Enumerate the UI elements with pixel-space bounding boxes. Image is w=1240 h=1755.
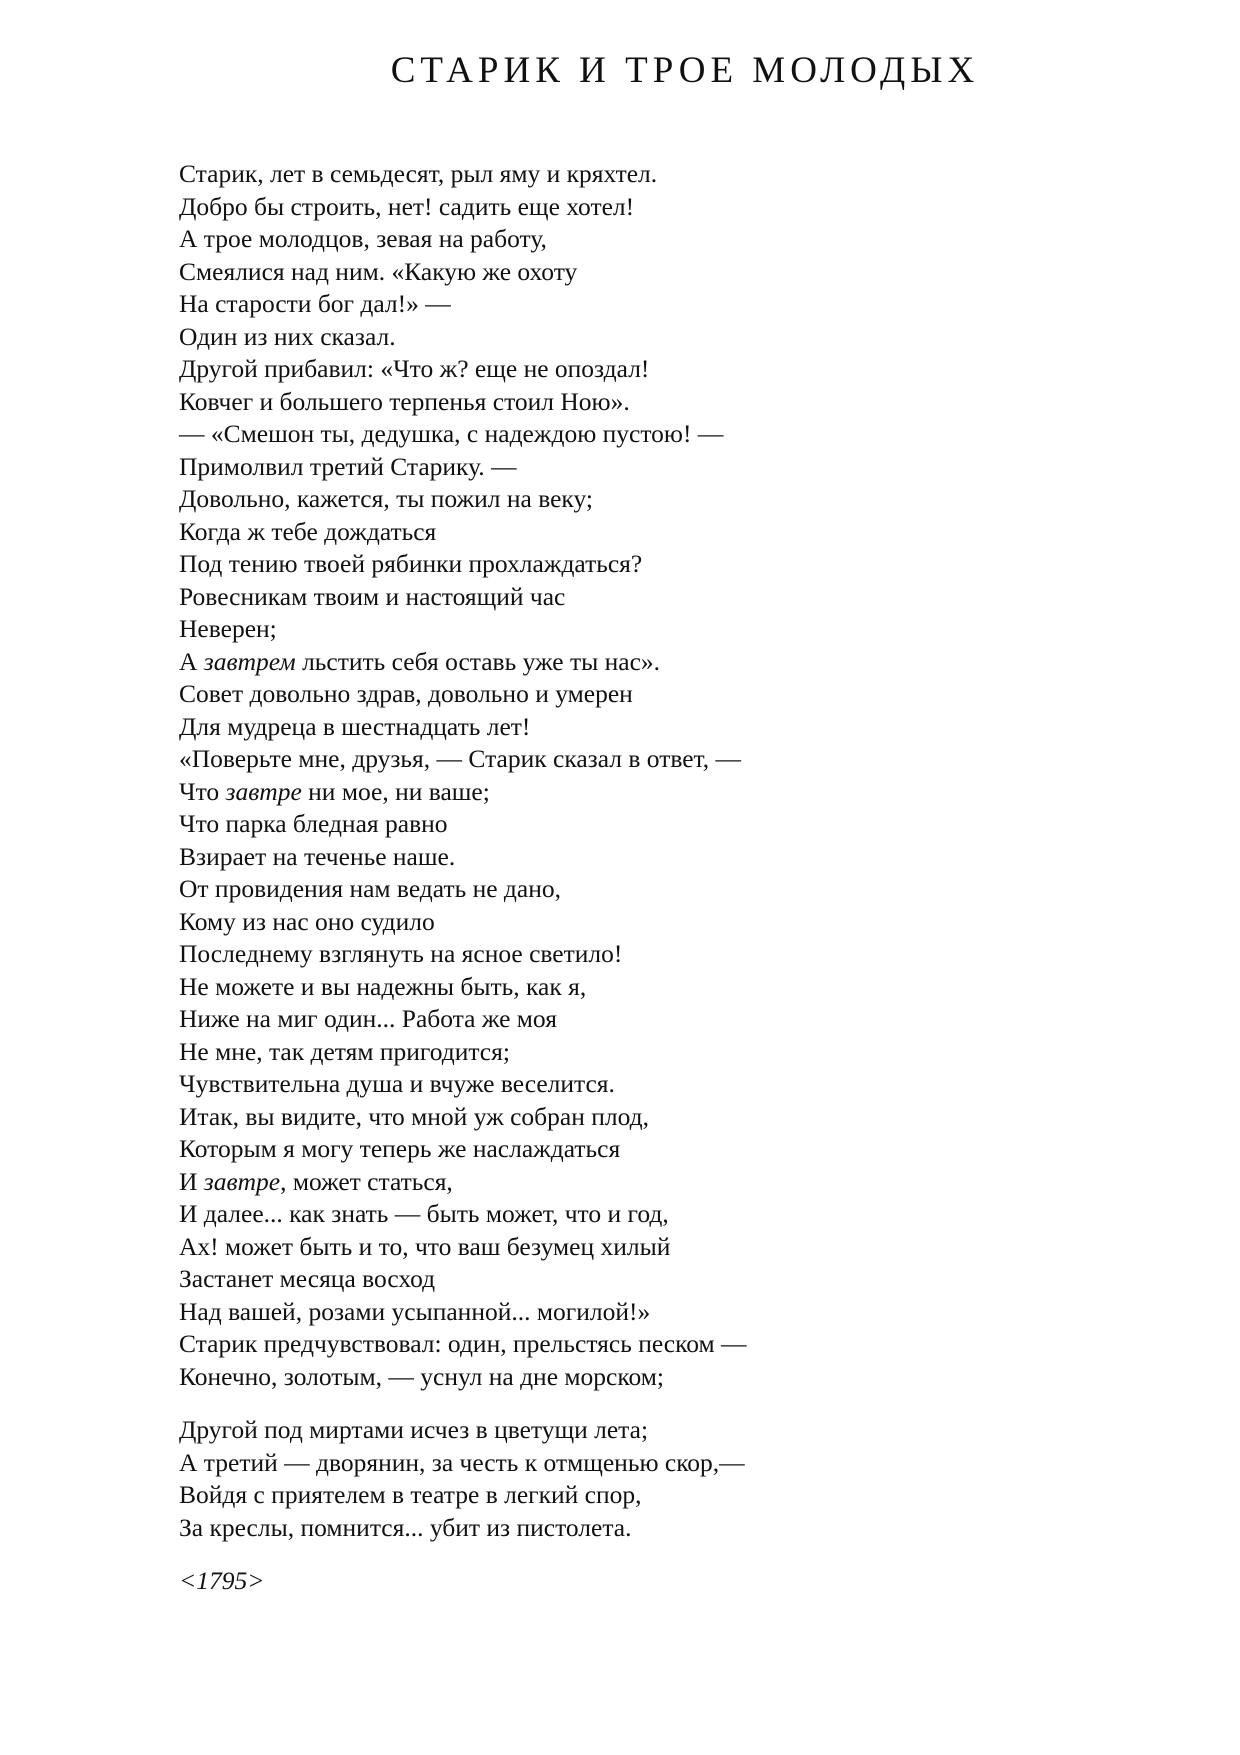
line-text: Итак, вы видите, что мной уж собран плод, [179, 1101, 649, 1131]
poem-line [179, 1263, 1179, 1296]
poem-line [179, 776, 1179, 809]
poem-line [179, 548, 1179, 581]
line-text: Что парка бледная равно [179, 809, 448, 838]
line-text: Которым я могу теперь же наслаждаться [179, 1134, 621, 1163]
line-text: Ах! может быть и то, что ваш безумец хилый [179, 1231, 671, 1261]
poem-line [179, 1198, 1179, 1231]
poem-line [179, 1003, 1179, 1036]
line-text: Последнему взглянуть на ясное светило! [179, 939, 623, 968]
line-text: Не можете и вы надежны быть, как я, [179, 971, 587, 1001]
line-text: Смеялися над ним. «Какую же охоту [179, 256, 578, 286]
poem-line [179, 808, 1179, 841]
poem-line [179, 1166, 1179, 1199]
poem-line [179, 678, 1179, 711]
line-text: И далее... как знать — быть может, что и год, [179, 1199, 669, 1228]
poem-line [179, 581, 1179, 614]
line-text: И [179, 1166, 204, 1196]
poem-line [179, 483, 1179, 516]
line-text: Ковчег и большего терпенья стоил Ною». [179, 386, 630, 416]
line-text: Над вашей, розами усыпанной... могилой!» [179, 1296, 651, 1326]
poem-line [179, 613, 1179, 646]
line-text: А [179, 646, 204, 676]
poem-line [179, 1296, 1179, 1329]
poem-line [179, 158, 1179, 191]
line-text: Взирает на теченье наше. [179, 841, 456, 871]
poem-line [179, 1036, 1179, 1069]
poem-line [179, 451, 1179, 484]
poem-line [179, 256, 1179, 289]
poem-body [179, 158, 1179, 1598]
line-text: На старости бог дал!» — [179, 289, 451, 318]
stanza [179, 1414, 1179, 1544]
poem-line [179, 743, 1179, 776]
line-text: Ровесникам твоим и настоящий час [179, 581, 566, 611]
line-text: Довольно, кажется, ты пожил на веку; [179, 484, 593, 513]
poem-line [179, 873, 1179, 906]
line-text: Застанет месяца восход [179, 1264, 436, 1293]
poem-line [179, 1328, 1179, 1361]
poem-line [179, 1133, 1179, 1166]
line-text: Для мудреца в шестнадцать лет! [179, 711, 531, 741]
line-text: — «Смешон ты, дедушка, с надеждою пустою! — [179, 419, 724, 448]
line-text: льстить себя оставь уже ты нас». [295, 646, 661, 676]
italic-word: завтрем [203, 646, 296, 676]
poem-line [179, 191, 1179, 224]
line-text: От провидения нам ведать не дано, [179, 874, 561, 903]
line-text: Примолвил третий Старику. — [179, 451, 517, 481]
poem-line [179, 353, 1179, 386]
poem-line [179, 288, 1179, 321]
poem-line [179, 223, 1179, 256]
poem-line [179, 1447, 1179, 1480]
poem-date: <1795> [179, 1566, 265, 1595]
line-text: Не мне, так детям пригодится; [179, 1036, 510, 1066]
line-text: Войдя с приятелем в театре в легкий спор, [179, 1480, 642, 1509]
poem-line [179, 1361, 1179, 1394]
line-text: А третий — дворянин, за честь к отмщенью скор,— [179, 1447, 745, 1477]
line-text: Добро бы строить, нет! садить еще хотел! [179, 191, 635, 221]
line-text: ни мое, ни ваше; [301, 776, 490, 806]
poem-line [179, 971, 1179, 1004]
poem-line [179, 1101, 1179, 1134]
poem-line [179, 1068, 1179, 1101]
line-text: Один из них сказал. [179, 321, 396, 351]
line-text: Другой под миртами исчез в цветущи лета; [179, 1415, 649, 1444]
poem-line [179, 1414, 1179, 1447]
line-text: Старик предчувствовал: один, прельстясь песком — [179, 1329, 747, 1358]
poem-line [179, 646, 1179, 679]
line-text: Чувствительна душа и вчуже веселится. [179, 1069, 615, 1098]
line-text: «Поверьте мне, друзья, — Старик сказал в ответ, — [179, 744, 742, 773]
poem-line [179, 418, 1179, 451]
poem-line [179, 841, 1179, 874]
line-text: , может статься, [280, 1166, 453, 1196]
line-text: Под тению твоей рябинки прохлаждаться? [179, 549, 643, 578]
poem-line [179, 906, 1179, 939]
line-text: Что [179, 776, 226, 806]
stanza [179, 158, 1179, 1393]
poem-line [179, 938, 1179, 971]
line-text: Старик, лет в семьдесят, рыл яму и кряхтел. [179, 159, 658, 188]
poem-line [179, 1512, 1179, 1545]
poem-line [179, 711, 1179, 744]
line-text: Другой прибавил: «Что ж? еще не опоздал! [179, 354, 650, 383]
line-text: Конечно, золотым, — уснул на дне морском; [179, 1361, 664, 1391]
line-text: Когда ж тебе дождаться [179, 516, 437, 546]
line-text: А трое молодцов, зевая на работу, [179, 224, 547, 253]
poem-line [179, 1231, 1179, 1264]
poem-line [179, 321, 1179, 354]
line-text: Ниже на миг один... Работа же моя [179, 1004, 557, 1033]
line-text: Неверен; [179, 614, 277, 643]
italic-word: завтре [203, 1166, 281, 1196]
stanza-list [179, 158, 1179, 1544]
poem-line [179, 386, 1179, 419]
line-text: Совет довольно здрав, довольно и умерен [179, 679, 633, 708]
line-text: За креслы, помнится... убит из пистолета. [179, 1512, 632, 1542]
poem-title: СТАРИК И ТРОЕ МОЛОДЫХ [390, 50, 980, 91]
poem-line [179, 1479, 1179, 1512]
line-text: Кому из нас оно судило [179, 906, 435, 936]
poem-line [179, 516, 1179, 549]
italic-word: завтре [225, 776, 302, 806]
